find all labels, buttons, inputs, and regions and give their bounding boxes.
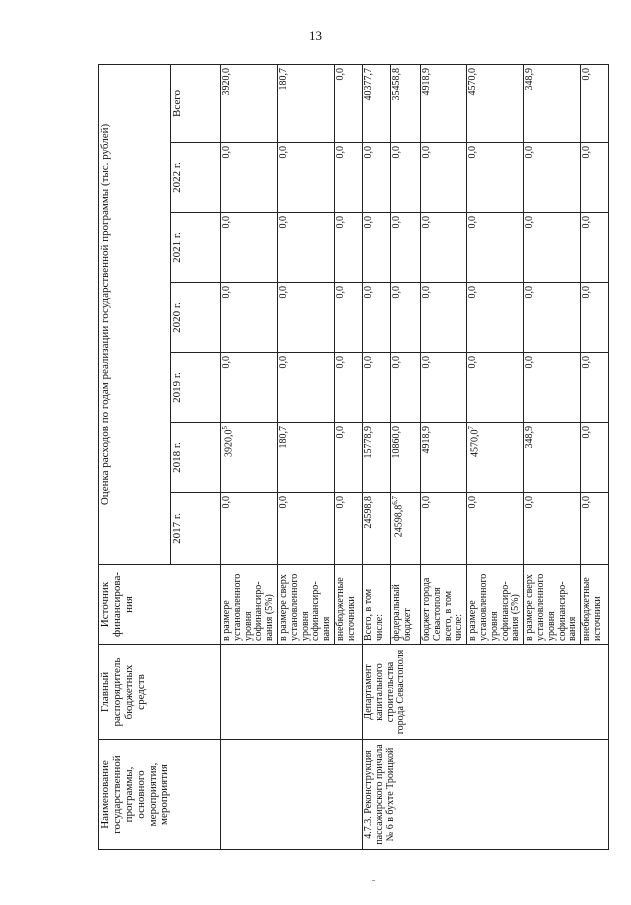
value-cell: 4918,9 [420,423,466,493]
value-cell: 0,0 [277,353,334,423]
value-cell: 0,0 [581,423,609,493]
value-cell: 0,0 [524,283,581,353]
value-cell: 0,0 [420,213,466,283]
header-estimate: Оценка расходов по годам реализации государственной программы (тыс. рублей) [99,65,171,565]
event-name-cell: 4.7.3. Реконструкция пассажирского причала № 6 в бухте Троицкой [362,740,608,850]
admin-cell: Департамент капитального строительства города Севастополя [362,645,608,740]
value-cell: 3920,0 [221,65,278,143]
value-cell: 4570,0 [467,65,524,143]
value-cell: 0,0 [524,493,581,565]
value-cell: 0,0 [467,493,524,565]
value-cell: 0,0 [362,283,390,353]
value-cell: 24598,8 [362,493,390,565]
scan-mark [372,880,375,881]
header-year: Всего [171,65,221,143]
source-cell: федеральный бюджет [390,565,420,645]
value-cell: 348,9 [524,65,581,143]
value-cell: 0,0 [221,353,278,423]
value-cell: 0,0 [277,143,334,213]
source-cell: внебюджетные источники [334,565,362,645]
value-cell: 15778,9 [362,423,390,493]
value-cell: 0,0 [581,213,609,283]
value-cell: 0,0 [277,283,334,353]
footnote-ref: 6,7 [390,496,399,505]
value-cell: 0,0 [581,65,609,143]
value-cell: 0,0 [420,353,466,423]
value-cell: 0,0 [467,283,524,353]
value-cell: 0,0 [390,283,420,353]
header-year: 2020 г. [171,283,221,353]
table-row [221,65,278,850]
source-cell: в размере сверх установленного уровня софинансиро- вания [524,565,581,645]
header-year: 2021 г. [171,213,221,283]
value-cell: 0,0 [420,283,466,353]
header-name: Наименование государственной программы, основного мероприятия, мероприятия [99,740,221,850]
value-cell: 0,0 [334,213,362,283]
footnote-ref: 5 [221,426,229,430]
value-cell: 0,0 [467,353,524,423]
value-cell: 10860,0 [390,423,420,493]
value-cell: 0,0 [524,143,581,213]
value-cell: 0,0 [334,65,362,143]
value-cell: 0,0 [390,213,420,283]
source-cell: Всего, в том числе: [362,565,390,645]
value-cell: 0,0 [524,353,581,423]
value-cell: 35458,8 [390,65,420,143]
value-cell: 180,7 [277,423,334,493]
value-cell: 0,0 [334,143,362,213]
value-cell: 0,0 [277,213,334,283]
value-cell: 24598,8$^{6,7}$ [390,493,420,565]
source-cell: в размере установленного уровня софинансиро- вания (5%) [221,565,278,645]
source-cell: в размере установленного уровня софинансиро- вания (5%) [467,565,524,645]
budget-table [98,64,609,850]
header-year: 2022 г. [171,143,221,213]
value-cell: 0,0 [581,143,609,213]
source-cell: бюджет города Севастополя всего, в том числе: [420,565,466,645]
header-year: 2019 г. [171,353,221,423]
value-cell: 0,0 [277,493,334,565]
value-cell: 0,0 [334,283,362,353]
value-cell: 0,0 [390,353,420,423]
value-cell: 0,0 [581,283,609,353]
table-container [98,65,603,850]
value-cell: 0,0 [221,213,278,283]
value-cell: 0,0 [524,213,581,283]
value-cell: 348,9 [524,423,581,493]
footnote-ref: 7 [467,426,476,430]
value-cell: 0,0 [362,213,390,283]
value-cell: 4918,9 [420,65,466,143]
value-cell: 4570,0$^7$ [467,423,524,493]
source-cell: внебюджетные источники [581,565,609,645]
header-source: Источник финансирова- ния [99,565,221,645]
admin-cell [221,645,363,740]
value-cell: 0,0 [334,423,362,493]
value-cell: 0,0 [221,493,278,565]
value-cell: 0,0 [334,353,362,423]
value-cell: 0,0 [221,143,278,213]
source-cell: в размере сверх установленного уровня софинансиро- вания [277,565,334,645]
value-cell: 0,0 [467,213,524,283]
value-cell: 0,0 [362,143,390,213]
value-cell: 0,0 [581,353,609,423]
value-cell: 0,0 [420,143,466,213]
value-cell: 0,0 [221,283,278,353]
value-cell: 3920,0$^5$ [221,423,278,493]
value-cell: 0,0 [581,493,609,565]
table-row [362,65,390,850]
value-cell: 0,0 [420,493,466,565]
header-admin: Главный распорядитель бюджетных средств [99,645,221,740]
value-cell: 40377,7 [362,65,390,143]
value-cell: 0,0 [467,143,524,213]
page-number: 13 [309,28,322,43]
value-cell: 0,0 [362,353,390,423]
event-name-cell [221,740,363,850]
header-year: 2017 г. [171,493,221,565]
value-cell: 180,7 [277,65,334,143]
value-cell: 0,0 [334,493,362,565]
value-cell: 0,0 [390,143,420,213]
header-year: 2018 г. [171,423,221,493]
